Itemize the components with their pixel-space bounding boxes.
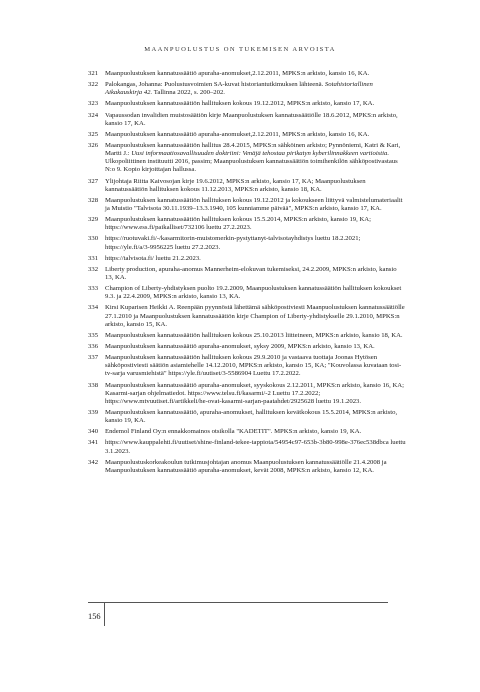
endnote-text	[105, 81, 406, 97]
endnote-text-segment: Maanpuolustuksen kannatussäätiön hallituksen kokous 19.12.2012, MPKS:n arkisto, kansio 17, KA.	[105, 100, 375, 108]
endnote-text	[105, 382, 406, 406]
page-number: 156	[88, 612, 101, 621]
endnote	[88, 266, 406, 282]
endnote-number: 323	[88, 100, 99, 108]
endnote	[88, 70, 406, 78]
endnote	[88, 459, 406, 475]
endnote-number: 325	[88, 130, 99, 138]
endnote-text-segment: Ulkopoliittinen instituutti 2016, passim; Maanpuolustuksen kannatussäätiön toimihenkilön sähköpostivastaus N:o 9. Kopio kirjoittajan hallussa.	[105, 158, 398, 174]
endnote-number: 330	[88, 235, 99, 243]
endnote-text-segment: Champion of Liberty-yhdistyksen puolto 19.2.2009, Maanpuolustuksen kannatussäätiön hallituksen kokoukset 9.3. ja 22.4.2009, MPKS:n arkisto, kansio 13, KA.	[105, 285, 402, 301]
endnote	[88, 409, 406, 425]
endnote-text	[105, 266, 406, 282]
endnote-text-segment: Maanpuolustuksen kannatussäätiö, apuraha-anomukset, hallituksen kevätkokous 15.5.2014, MPKS:n arkisto, kansio 19, KA.	[105, 408, 398, 425]
endnote-italic-title: Uusi informaatiosavallisuuden doktriini: Venäjä tehostaa pirikatyn kyberilinnakkeen vartioistia.	[131, 150, 390, 158]
endnote-text	[105, 131, 406, 139]
endnote	[88, 255, 406, 263]
endnote-text	[105, 255, 406, 263]
endnote-text-segment: https://talvisota.fi/ luettu 21.2.2023.	[105, 254, 201, 262]
endnote-number: 339	[88, 408, 99, 416]
endnote-text-segment: Maanpuolustuksen kannatussäätiön hallituksen kokous 15.5.2014, MPKS:n arkisto, kansio 19, KA; https://www.ess.fi/paikalliset/732106 luettu 27.2.2023.	[105, 216, 371, 232]
endnote-text	[105, 285, 406, 301]
endnote-number: 334	[88, 304, 99, 312]
endnote-text-segment: Tallinna 2022, s. 200–202.	[152, 89, 225, 97]
endnote-text-segment: Endemol Finland Oy:n ennakkomainos otsikolla "KADETIT". MPKS:n arkisto, kansio 19, KA.	[105, 428, 362, 436]
endnote-number: 326	[88, 142, 99, 150]
endnote-text	[105, 197, 406, 213]
endnote-number: 341	[88, 439, 99, 447]
endnote-text-segment: Maanpuolustuksen kannatussäätiön hallituksen kokous 29.9.2010 ja vastaava tuottaja Joonas Hytösen sähköpostiviesti säätiön asiamiehelle 14.12.2010, MPKS:n arkisto, kansio 15, KA; "Kouvolassa kuvataan tosi-tv-sarja varusmiehistä" https://yle.fi/uutiset/3-5586904 Luettu 17.2.2022.	[105, 354, 402, 378]
endnote-text-segment: Kirsi Kuparisen Heikki A. Reenpään pyynnöstä lähettämä sähköpostiviesti Maanpuolustuksen kannatussäätiölle 27.1.2010 ja Maanpuolustuksen kannatussäätiön kirje Champion of Liberty-yhdistykselle 29.1.2010, MPKS:n arkisto, kansio 15, KA.	[105, 304, 405, 328]
endnote-text-segment: Liberty production, apuraha-anomus Mannerheim-elokuvan tukemiseksi, 24.2.2009, MPKS:n arkisto, kansio 13, KA.	[105, 265, 397, 281]
endnote	[88, 112, 406, 128]
endnote-number: 329	[88, 216, 99, 224]
endnote-text	[105, 178, 406, 194]
endnote	[88, 178, 406, 194]
endnote	[88, 131, 406, 139]
endnote-italic-title: Sotahistoriallinen Aikakauskirja 42.	[105, 81, 373, 97]
endnote-text	[105, 332, 406, 340]
endnotes-list	[88, 70, 406, 478]
footer-vertical-rule	[104, 602, 105, 626]
endnote	[88, 235, 406, 251]
endnote-number: 342	[88, 458, 99, 466]
endnote-text-segment: Maanpuolustuksen kannatussäätiön hallitus 28.4.2015, MPKS:n sähköinen arkisto; Pynnöniemi, Katri & Kari, Martti J.:	[105, 142, 401, 158]
endnote-number: 336	[88, 343, 99, 351]
endnote-text-segment: Maanpuolustuksen kannatussäätiön hallituksen kokous 25.10.2013 liitteineen, MPKS:n arkisto, kansio 18, KA.	[105, 331, 403, 339]
endnote-text	[105, 343, 406, 351]
endnote-number: 332	[88, 265, 99, 273]
endnote-number: 331	[88, 254, 99, 262]
endnote-text	[105, 112, 406, 128]
endnote-text	[105, 409, 406, 425]
endnote-number: 322	[88, 81, 99, 89]
endnote-text-segment: Vapaussodan invalidien muistosäätiön kirje Maanpuolustuksen kannatussäätiölle 18.6.2012, MPKS:n arkisto, kansio 17, KA.	[105, 111, 398, 127]
endnote-number: 340	[88, 428, 99, 436]
endnote-text	[105, 428, 406, 436]
endnote-number: 321	[88, 70, 99, 77]
endnote	[88, 382, 406, 406]
endnote-text-segment: Maanpuolustuksen kannatussäätiö apuraha-anomukset, syksy 2009, MPKS:n arkisto, kansio 13, KA.	[105, 343, 375, 351]
endnote-text-segment: Maanpuolustuksen kannatussäätiö apuraha-anomukset,2.12.2011, MPKS:n arkisto, kansio 16, KA.	[105, 70, 370, 77]
endnote-number: 324	[88, 111, 99, 119]
endnote-text-segment: https://www.kauppalehti.fi/uutiset/shine-finland-tekee-tappiota/54954c97-653b-3b80-998e-376ec538dbca luettu 3.1.2023.	[105, 439, 406, 455]
endnote-text	[105, 304, 406, 328]
endnote	[88, 197, 406, 213]
endnote-text	[105, 459, 406, 475]
endnote-text	[105, 142, 406, 174]
endnote-text-segment: Maanpuolustuksen kannatussäätiö apuraha-anomukset, syyskokous 2.12.2011, MPKS:n arkisto, kansio 16, KA; Kasarmi-sarjan ohjelmatiedot. https://www.telsu.fi/kasarmi/-2 Luettu 17.2.2022; https://www.mtvuutiset.fi/artikkeli/he-ovat-kasarmi-sarjan-paatahdet/2925628 luettu 19.1.2023.	[105, 381, 404, 405]
endnote	[88, 142, 406, 174]
endnote	[88, 81, 406, 97]
endnote-number: 328	[88, 196, 99, 204]
footer-rule	[88, 602, 388, 603]
endnote-text	[105, 100, 406, 108]
endnote-text-segment: Maanpuolustuksen kannatussäätiön hallituksen kokous 19.12.2012 ja kokoukseen liittyvä valmistelumateriaalit ja Muistio "Talvisota 30.11.1939–13.3.1940, 105 kunniamme päivää", MPKS:n arkisto, kansio 17, KA.	[105, 196, 403, 212]
endnote	[88, 343, 406, 351]
endnote-number: 335	[88, 331, 99, 339]
endnote-text	[105, 216, 406, 232]
endnote-text	[105, 354, 406, 378]
endnote-text-segment: Maanpuolustuksen kannatussäätiö apuraha-anomukset,2.12.2011, MPKS:n arkisto, kansio 16, KA.	[105, 130, 370, 138]
endnote-text-segment: https://ruotuvaki.fi/-/kasarmitorin-muistomerkin-pystyttanyt-talvisotayhdistys luettu 18.2.2021; https://yle.fi/a/3-9956225 luettu 27.2.2023.	[105, 235, 361, 251]
endnote	[88, 304, 406, 328]
running-head: MAANPUOLUSTUS ON TUKEMISEN ARVOISTA	[144, 46, 336, 53]
endnote-number: 338	[88, 381, 99, 389]
endnote	[88, 100, 406, 108]
endnote-text-segment: Maanpuolustuskorkeakoulun tutkimusjohtajan anomus Maanpuolustuksen kannatussäätiölle 21.4.2008 ja Maanpuolustuksen kannatussäätiö apuraha-anomukset, kevät 2008, MPKS:n arkisto, kansio 12, KA.	[105, 458, 387, 474]
endnote-number: 333	[88, 285, 99, 293]
endnote-text	[105, 439, 406, 455]
endnote-text	[105, 70, 406, 78]
endnote	[88, 354, 406, 378]
endnote-number: 327	[88, 177, 99, 185]
endnote	[88, 439, 406, 455]
endnote	[88, 332, 406, 340]
endnote-text	[105, 235, 406, 251]
endnote-number: 337	[88, 354, 99, 362]
endnote-text-segment: Ylijohtaja Riitta Kaivosojan kirje 19.6.2012, MPKS:n arkisto, kansio 17, KA; Maanpuolustuksen kannatussäätiön hallituksen kokous 11.12.2013, MPKS:n arkisto, kansio 18, KA.	[105, 177, 366, 193]
endnote-text-segment: Palokangas, Johanna: Puolustusvoimien SA-kuvat historiantutkimuksen lähteenä.	[105, 81, 325, 89]
endnote	[88, 216, 406, 232]
endnote	[88, 285, 406, 301]
endnote	[88, 428, 406, 436]
